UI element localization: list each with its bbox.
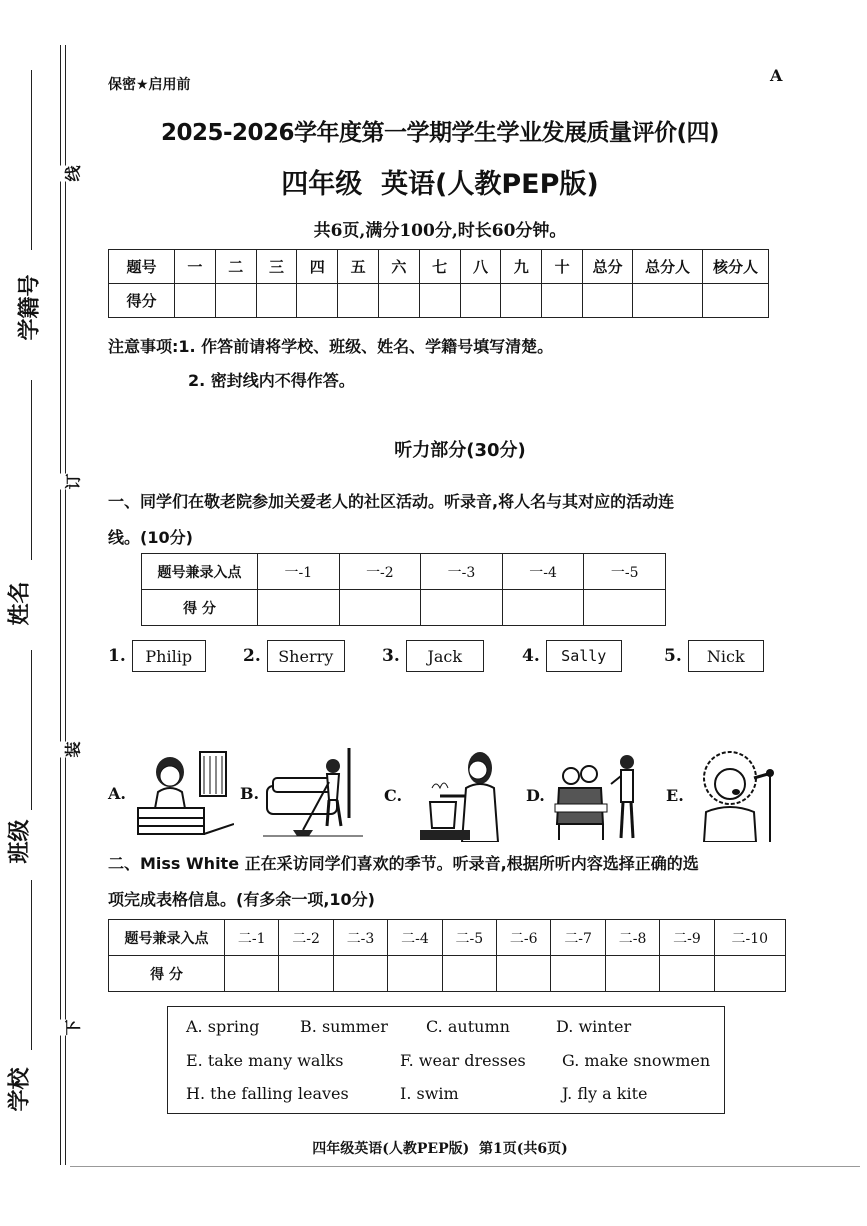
name-box-jack[interactable]: Jack bbox=[406, 640, 484, 672]
score-table bbox=[108, 249, 769, 318]
score-header-cell: 八 bbox=[460, 250, 501, 284]
binding-line-inner bbox=[65, 45, 66, 1165]
boy-mopping-floor-icon bbox=[263, 748, 363, 838]
score-input-cell[interactable] bbox=[501, 284, 542, 318]
option-d bbox=[556, 1017, 631, 1036]
question-1-header-row bbox=[142, 554, 666, 590]
notes bbox=[108, 330, 553, 398]
page-footer: 四年级英语(人教PEP版) 第1页(共6页) bbox=[312, 1141, 568, 1157]
option-text: the falling leaves bbox=[210, 1084, 349, 1103]
q2-header-cell: 二-6 bbox=[497, 920, 551, 956]
class-label: 班级 bbox=[7, 819, 33, 864]
q1-header-cell: 一-3 bbox=[421, 554, 503, 590]
binding-line-outer bbox=[60, 45, 61, 1165]
option-letter: D. bbox=[556, 1017, 574, 1036]
option-text: take many walks bbox=[207, 1051, 344, 1070]
binding-char-ding: 订 bbox=[59, 473, 86, 489]
name-item-2 bbox=[243, 640, 345, 672]
margin-line-2 bbox=[31, 380, 32, 560]
margin-line-3 bbox=[31, 650, 32, 810]
picture-letter: B. bbox=[240, 783, 260, 803]
option-h bbox=[186, 1084, 349, 1103]
option-b bbox=[300, 1017, 388, 1036]
score-header-cell: 题号 bbox=[109, 250, 175, 284]
exam-subject: 四年级 英语(人教PEP版) bbox=[281, 169, 599, 200]
option-f bbox=[400, 1051, 526, 1070]
score-header-cell: 六 bbox=[378, 250, 419, 284]
note-line-1: 注意事项:1. 作答前请将学校、班级、姓名、学籍号填写清楚。 bbox=[108, 337, 554, 356]
question-2-header-row bbox=[109, 920, 786, 956]
name-number: 1. bbox=[108, 646, 126, 666]
score-input-cell[interactable] bbox=[660, 956, 714, 992]
score-input-cell[interactable] bbox=[714, 956, 785, 992]
score-input-cell[interactable] bbox=[279, 956, 333, 992]
binding-char-zhuang: 装 bbox=[59, 741, 86, 757]
score-input-cell[interactable] bbox=[225, 956, 279, 992]
paper-version: A bbox=[770, 66, 783, 85]
activity-pictures bbox=[108, 748, 788, 844]
option-letter: B. bbox=[300, 1017, 317, 1036]
q2-header-cell: 二-8 bbox=[605, 920, 659, 956]
question-2-text bbox=[108, 846, 788, 918]
option-text: make snowmen bbox=[584, 1051, 711, 1070]
score-header-cell: 核分人 bbox=[703, 250, 769, 284]
option-text: summer bbox=[321, 1017, 388, 1036]
q2-header-cell: 二-4 bbox=[388, 920, 442, 956]
picture-letter: C. bbox=[384, 785, 403, 805]
option-text: swim bbox=[416, 1084, 459, 1103]
score-input-cell[interactable] bbox=[297, 284, 338, 318]
score-input-cell[interactable] bbox=[339, 590, 421, 626]
score-input-cell[interactable] bbox=[442, 956, 496, 992]
girl-folding-clothes-icon bbox=[130, 748, 234, 838]
name-number: 5. bbox=[664, 646, 682, 666]
score-header-cell: 五 bbox=[338, 250, 379, 284]
option-letter: G. bbox=[562, 1051, 580, 1070]
note-line-2: 2. 密封线内不得作答。 bbox=[188, 371, 355, 390]
score-input-cell[interactable] bbox=[333, 956, 387, 992]
name-label: 姓名 bbox=[7, 581, 33, 626]
option-text: winter bbox=[578, 1017, 632, 1036]
score-header-cell: 七 bbox=[419, 250, 460, 284]
option-letter: H. bbox=[186, 1084, 206, 1103]
score-input-cell[interactable] bbox=[605, 956, 659, 992]
name-list bbox=[108, 640, 768, 676]
exam-info: 共6页,满分100分,时长60分钟。 bbox=[313, 221, 567, 241]
score-input-cell[interactable] bbox=[502, 590, 584, 626]
exam-title: 2025-2026学年度第一学期学生学业发展质量评价(四) bbox=[160, 120, 720, 146]
name-number: 3. bbox=[382, 646, 400, 666]
option-letter: C. bbox=[426, 1017, 443, 1036]
name-box-nick[interactable]: Nick bbox=[688, 640, 764, 672]
score-header-cell: 二 bbox=[215, 250, 256, 284]
confidential-mark: 保密★启用前 bbox=[108, 77, 191, 93]
q2-header-cell: 二-5 bbox=[442, 920, 496, 956]
score-input-cell[interactable] bbox=[497, 956, 551, 992]
q1-header-cell: 题号兼录入点 bbox=[142, 554, 258, 590]
name-item-3 bbox=[382, 640, 484, 672]
option-text: fly a kite bbox=[577, 1084, 648, 1103]
q1-row-label: 得 分 bbox=[142, 590, 258, 626]
score-row-label: 得分 bbox=[109, 284, 175, 318]
name-item-5 bbox=[664, 640, 764, 672]
name-item-1 bbox=[108, 640, 206, 672]
student-id-label: 学籍号 bbox=[17, 274, 43, 341]
score-input-cell[interactable] bbox=[175, 284, 216, 318]
picture-e[interactable] bbox=[666, 748, 784, 842]
q2-header-cell: 二-2 bbox=[279, 920, 333, 956]
score-header-cell: 三 bbox=[256, 250, 297, 284]
option-i bbox=[400, 1084, 459, 1103]
picture-letter: A. bbox=[108, 783, 126, 803]
option-text: wear dresses bbox=[418, 1051, 526, 1070]
picture-c[interactable] bbox=[384, 748, 516, 842]
score-input-cell[interactable] bbox=[256, 284, 297, 318]
q2-header-cell: 二-7 bbox=[551, 920, 605, 956]
option-a bbox=[186, 1017, 260, 1036]
score-input-cell[interactable] bbox=[551, 956, 605, 992]
score-table-header-row bbox=[109, 250, 769, 284]
score-input-cell[interactable] bbox=[542, 284, 583, 318]
score-header-cell: 九 bbox=[501, 250, 542, 284]
name-number: 4. bbox=[522, 646, 540, 666]
q2-row-label: 得 分 bbox=[109, 956, 225, 992]
score-header-cell: 四 bbox=[297, 250, 338, 284]
question-2-line-1: 二、Miss White 正在采访同学们喜欢的季节。听录音,根据所听内容选择正确的选 bbox=[108, 854, 699, 873]
q2-header-cell: 二-3 bbox=[333, 920, 387, 956]
score-header-cell: 总分 bbox=[583, 250, 633, 284]
score-input-cell[interactable] bbox=[378, 284, 419, 318]
boy-singing-icon bbox=[688, 748, 784, 842]
option-letter: A. bbox=[186, 1017, 203, 1036]
woman-cooking-icon bbox=[406, 748, 516, 842]
picture-letter: D. bbox=[526, 785, 545, 805]
score-input-cell[interactable] bbox=[258, 590, 340, 626]
school-label: 学校 bbox=[7, 1067, 33, 1112]
score-header-cell: 一 bbox=[175, 250, 216, 284]
q1-header-cell: 一-2 bbox=[339, 554, 421, 590]
name-box-sherry[interactable]: Sherry bbox=[267, 640, 345, 672]
option-letter: I. bbox=[400, 1084, 412, 1103]
question-1-line-1: 一、同学们在敬老院参加关爱老人的社区活动。听录音,将人名与其对应的活动连 bbox=[108, 492, 675, 511]
q1-header-cell: 一-4 bbox=[502, 554, 584, 590]
option-letter: F. bbox=[400, 1051, 414, 1070]
picture-letter: E. bbox=[666, 785, 684, 805]
q1-header-cell: 一-1 bbox=[258, 554, 340, 590]
score-input-cell[interactable] bbox=[583, 284, 633, 318]
option-letter: E. bbox=[186, 1051, 203, 1070]
option-g bbox=[562, 1051, 710, 1070]
score-input-cell[interactable] bbox=[421, 590, 503, 626]
score-header-cell: 十 bbox=[542, 250, 583, 284]
score-input-cell[interactable] bbox=[460, 284, 501, 318]
options-box bbox=[167, 1006, 725, 1114]
question-2-line-2: 项完成表格信息。(有多余一项,10分) bbox=[108, 890, 375, 909]
question-2-score-row bbox=[109, 956, 786, 992]
question-1-score-row bbox=[142, 590, 666, 626]
footer-rule bbox=[70, 1166, 860, 1167]
name-number: 2. bbox=[243, 646, 261, 666]
option-letter: J. bbox=[562, 1084, 573, 1103]
question-1-text bbox=[108, 484, 788, 556]
name-box-philip[interactable]: Philip bbox=[132, 640, 206, 672]
binding-char-xia: 下 bbox=[59, 1019, 86, 1035]
score-input-cell[interactable] bbox=[419, 284, 460, 318]
option-j bbox=[562, 1084, 648, 1103]
score-input-cell[interactable] bbox=[388, 956, 442, 992]
option-text: autumn bbox=[447, 1017, 510, 1036]
binding-char-line: 线 bbox=[59, 165, 86, 181]
option-text: spring bbox=[207, 1017, 260, 1036]
score-input-cell[interactable] bbox=[338, 284, 379, 318]
question-2-score-table bbox=[108, 919, 786, 992]
score-input-cell[interactable] bbox=[633, 284, 703, 318]
name-box-sally[interactable]: Sally bbox=[546, 640, 622, 672]
score-input-cell[interactable] bbox=[215, 284, 256, 318]
option-e bbox=[186, 1051, 343, 1070]
q2-header-cell: 二-10 bbox=[714, 920, 785, 956]
boy-talking-to-elderly-icon bbox=[549, 748, 649, 842]
option-c bbox=[426, 1017, 510, 1036]
picture-a[interactable] bbox=[108, 748, 234, 838]
name-item-4 bbox=[522, 640, 622, 672]
score-table-score-row bbox=[109, 284, 769, 318]
q1-header-cell: 一-5 bbox=[584, 554, 666, 590]
question-1-line-2: 线。(10分) bbox=[108, 528, 193, 547]
q2-header-cell: 二-1 bbox=[225, 920, 279, 956]
picture-d[interactable] bbox=[526, 748, 649, 842]
question-1-score-table bbox=[141, 553, 666, 626]
margin-line-4 bbox=[31, 880, 32, 1050]
score-header-cell: 总分人 bbox=[633, 250, 703, 284]
listening-section-title: 听力部分(30分) bbox=[394, 440, 526, 461]
q2-header-cell: 题号兼录入点 bbox=[109, 920, 225, 956]
score-input-cell[interactable] bbox=[703, 284, 769, 318]
margin-line-1 bbox=[31, 70, 32, 250]
q2-header-cell: 二-9 bbox=[660, 920, 714, 956]
score-input-cell[interactable] bbox=[584, 590, 666, 626]
picture-b[interactable] bbox=[240, 748, 363, 838]
